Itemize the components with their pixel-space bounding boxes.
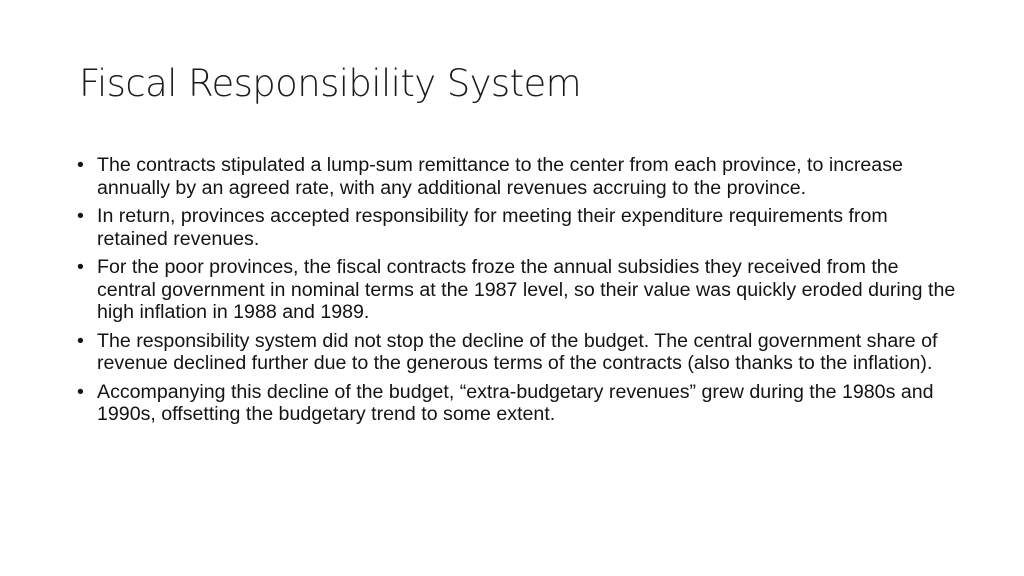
bullet-text: The contracts stipulated a lump-sum remittance to the center from each province, to increase annually by an agreed rate, with any additional revenues accruing to the province.	[97, 154, 903, 199]
bullet-text: For the poor provinces, the fiscal contracts froze the annual subsidies they received from the central government in nominal terms at the 1987 level, so their value was quickly eroded during the high inflation in 1988 and 1989.	[97, 256, 956, 323]
bullet-icon: •	[77, 329, 84, 352]
list-item	[76, 154, 956, 199]
list-item	[76, 381, 956, 426]
bullet-text: Accompanying this decline of the budget, “extra-budgetary revenues” grew during the 1980s and 1990s, offsetting the budgetary trend to some extent.	[97, 380, 934, 425]
bullet-icon: •	[77, 256, 84, 278]
bullet-list	[76, 154, 956, 432]
bullet-icon: •	[77, 205, 84, 227]
bullet-icon: •	[77, 380, 84, 403]
bullet-text: The responsibility system did not stop the decline of the budget. The central government share of revenue declined further due to the generous terms of the contracts (also thanks to the inflation).	[97, 329, 938, 374]
slide-title: Fiscal Responsibility System	[79, 62, 582, 105]
list-item	[76, 256, 956, 324]
list-item	[76, 205, 956, 250]
bullet-text: In return, provinces accepted responsibility for meeting their expenditure requirements from retained revenues.	[97, 205, 888, 250]
list-item	[76, 330, 956, 375]
bullet-icon: •	[77, 154, 84, 176]
